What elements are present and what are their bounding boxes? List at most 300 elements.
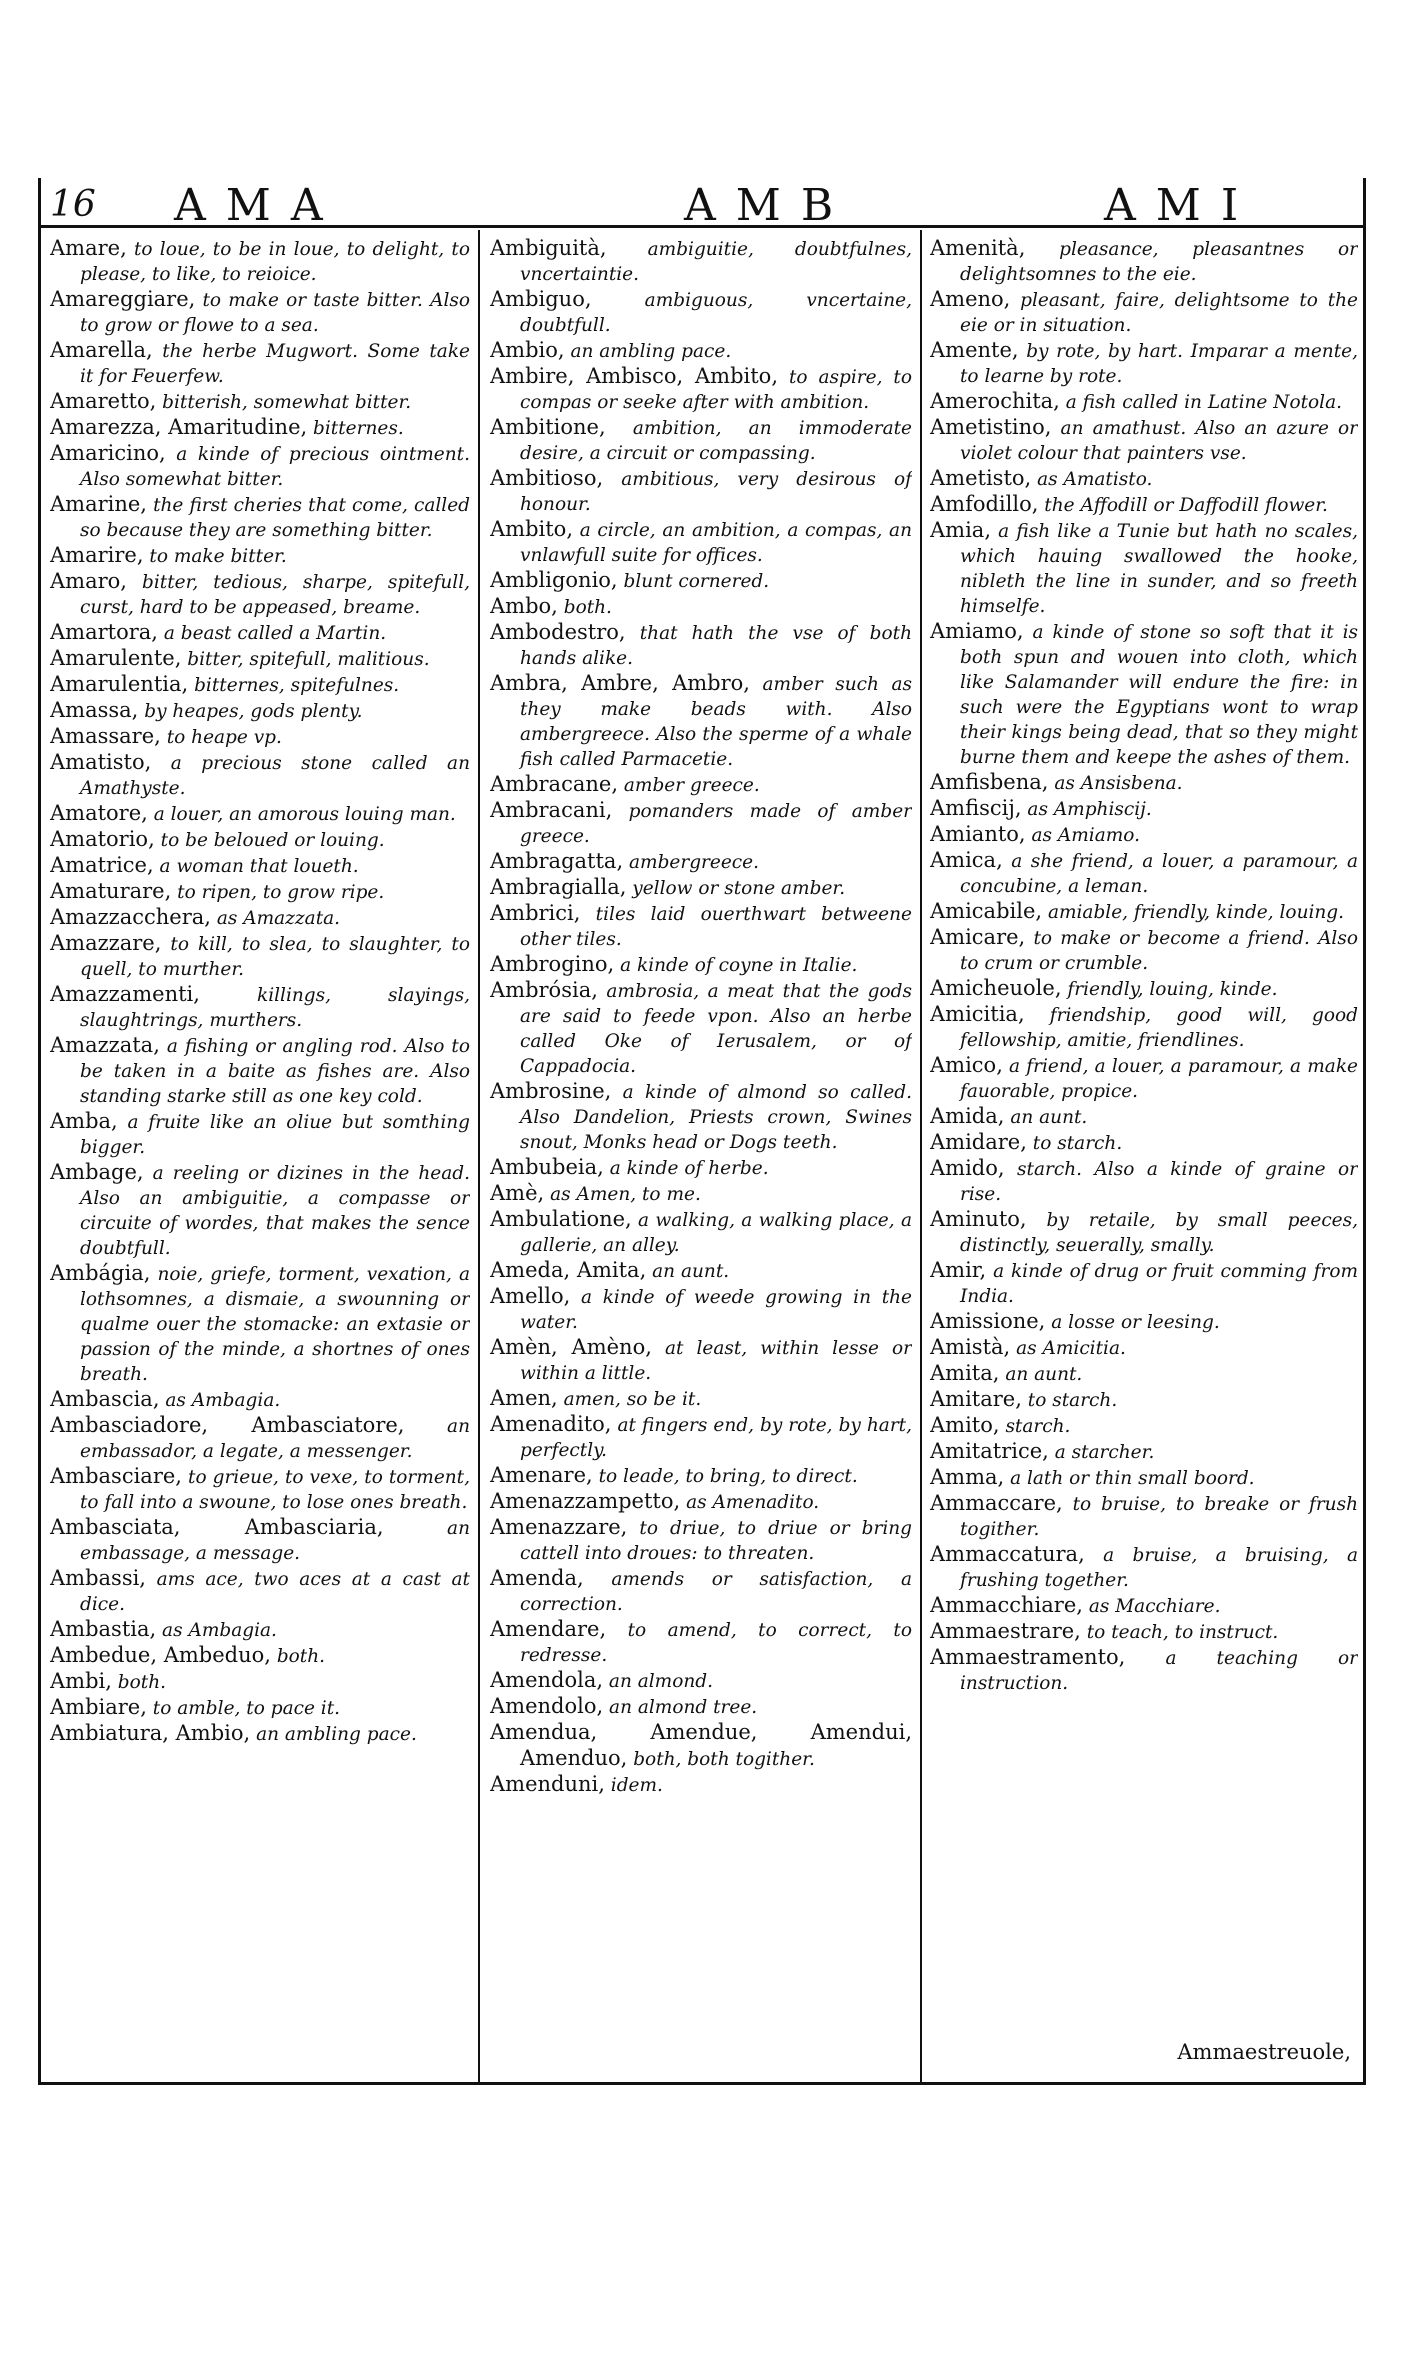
definition: ambergreece. bbox=[623, 852, 759, 873]
dictionary-entry bbox=[50, 1669, 470, 1695]
definition: to be beloued or louing. bbox=[154, 830, 385, 851]
definition: a beast called a Martin. bbox=[157, 623, 387, 644]
dictionary-entry bbox=[490, 1155, 912, 1181]
headword: Ambitione, bbox=[490, 415, 606, 439]
definition: to starch. bbox=[1021, 1390, 1118, 1411]
definition: that hath the vse of both hands alike. bbox=[520, 623, 912, 669]
dictionary-entry bbox=[50, 389, 470, 415]
definition: to make or become a friend. Also to crum or crumble. bbox=[960, 928, 1358, 974]
headword: Amfisbena, bbox=[930, 770, 1049, 794]
headword: Ambage, bbox=[50, 1160, 144, 1184]
dictionary-entry bbox=[490, 798, 912, 849]
definition: friendly, louing, kinde. bbox=[1061, 979, 1278, 1000]
headword: Amendare, bbox=[490, 1617, 607, 1641]
definition: the herbe Mugwort. Some take it for Feuerfew. bbox=[80, 341, 470, 387]
headword: Amendolo, bbox=[490, 1694, 604, 1718]
definition: friendship, good will, good fellowship, amitie, friendlines. bbox=[960, 1005, 1358, 1051]
dictionary-entry bbox=[490, 1566, 912, 1617]
headword: Amicare, bbox=[930, 925, 1026, 949]
definition: bitter, tedious, sharpe, spitefull, curst, hard to be appeased, breame. bbox=[80, 572, 470, 618]
dictionary-entry bbox=[930, 1258, 1358, 1309]
dictionary-entry bbox=[490, 1720, 912, 1772]
headword: Ambligonio, bbox=[490, 568, 618, 592]
headword: Amazzare, bbox=[50, 931, 162, 955]
dictionary-entry bbox=[490, 849, 912, 875]
definition: as Macchiare. bbox=[1082, 1596, 1221, 1617]
dictionary-entry bbox=[490, 901, 912, 952]
dictionary-entry bbox=[930, 287, 1358, 338]
headword: Ambiatura, Ambio, bbox=[50, 1721, 251, 1745]
page-number: 16 bbox=[50, 184, 96, 225]
column-divider bbox=[478, 230, 480, 2082]
definition: the Affodill or Daffodill flower. bbox=[1038, 495, 1328, 516]
definition: by rote, by hart. Imparar a mente, to learne by rote. bbox=[960, 341, 1358, 387]
dictionary-entry bbox=[50, 879, 470, 905]
headword: Amenità, bbox=[930, 236, 1026, 260]
headword: Amido, bbox=[930, 1156, 1005, 1180]
definition: bitternes, spitefulnes. bbox=[188, 675, 400, 696]
dictionary-entry bbox=[50, 338, 470, 389]
dictionary-entry bbox=[50, 569, 470, 620]
dictionary-entry bbox=[490, 1258, 912, 1284]
definition: by heapes, gods plenty. bbox=[138, 701, 363, 722]
headword: Ammaestramento, bbox=[930, 1645, 1126, 1669]
dictionary-entry bbox=[50, 1160, 470, 1261]
dictionary-entry bbox=[930, 1309, 1358, 1335]
headword: Amendua, Amendue, Amendui, Amenduo, bbox=[490, 1720, 912, 1770]
definition: a fruite like an oliue but somthing bigger. bbox=[80, 1112, 470, 1158]
dictionary-entry bbox=[50, 724, 470, 750]
definition: to loue, to be in loue, to delight, to please, to like, to reioice. bbox=[80, 239, 470, 285]
dictionary-entry bbox=[930, 415, 1358, 466]
catchword: Ammaestreuole, bbox=[1177, 2040, 1351, 2064]
headword: Ambastia, bbox=[50, 1617, 157, 1641]
dictionary-entry bbox=[930, 770, 1358, 796]
headword: Ambascia, bbox=[50, 1387, 160, 1411]
dictionary-entry bbox=[50, 441, 470, 492]
dictionary-entry bbox=[50, 646, 470, 672]
dictionary-entry bbox=[490, 1181, 912, 1207]
dictionary-column-1 bbox=[50, 236, 470, 2076]
dictionary-entry bbox=[490, 1772, 912, 1798]
dictionary-entry bbox=[50, 905, 470, 931]
dictionary-column-2 bbox=[490, 236, 912, 2076]
definition: as Ambagia. bbox=[159, 1390, 281, 1411]
headword: Ambracani, bbox=[490, 798, 613, 822]
definition: a kinde of almond so called. Also Dandelion, Priests crown, Swines snout, Monks head or Dogs teeth. bbox=[520, 1082, 912, 1153]
dictionary-entry bbox=[50, 620, 470, 646]
definition: a fishing or angling rod. Also to be taken in a baite as fishes are. Also standing starke still as one key cold. bbox=[80, 1036, 470, 1107]
dictionary-entry bbox=[930, 976, 1358, 1002]
headword: Amenadito, bbox=[490, 1412, 612, 1436]
dictionary-entry bbox=[490, 1207, 912, 1258]
headword: Amicabile, bbox=[930, 899, 1043, 923]
headword: Ammaccare, bbox=[930, 1491, 1063, 1515]
dictionary-entry bbox=[490, 287, 912, 338]
definition: ams ace, two aces at a cast at dice. bbox=[80, 1569, 470, 1615]
definition: ambiguitie, doubtfulnes, vncertaintie. bbox=[520, 239, 912, 285]
definition: at fingers end, by rote, by hart, perfectly. bbox=[520, 1415, 912, 1461]
headword: Amatore, bbox=[50, 801, 148, 825]
definition: a fish like a Tunie but hath no scales, which hauing swallowed the hooke, nibleth the line in sunder, and so freeth himselfe. bbox=[960, 521, 1358, 617]
definition: a she friend, a louer, a paramour, a concubine, a leman. bbox=[960, 851, 1358, 897]
definition: to driue, to driue or bring cattell into droues: to threaten. bbox=[520, 1518, 912, 1564]
definition: as Amiamo. bbox=[1025, 825, 1140, 846]
headword: Amia, bbox=[930, 518, 991, 542]
dictionary-entry bbox=[50, 287, 470, 338]
dictionary-entry bbox=[490, 594, 912, 620]
headword: Amarezza, Amaritudine, bbox=[50, 415, 308, 439]
headword: Amenazzare, bbox=[490, 1515, 628, 1539]
headword: Ambracane, bbox=[490, 772, 618, 796]
headword: Ammaestrare, bbox=[930, 1619, 1081, 1643]
definition: ambrosia, a meat that the gods are said to feede vpon. Also an herbe called Oke of Ierusalem, or of Cappadocia. bbox=[520, 981, 912, 1077]
headword: Ambrósia, bbox=[490, 978, 598, 1002]
dictionary-entry bbox=[930, 1387, 1358, 1413]
dictionary-entry bbox=[930, 619, 1358, 770]
headword: Amèn, Amèno, bbox=[490, 1335, 652, 1359]
headword: Ambragialla, bbox=[490, 875, 627, 899]
footer-rule bbox=[38, 2082, 1366, 2085]
dictionary-entry bbox=[930, 899, 1358, 925]
headword: Ambragatta, bbox=[490, 849, 624, 873]
definition: as Amenadito. bbox=[680, 1492, 820, 1513]
definition: a precious stone called an Amathyste. bbox=[80, 753, 470, 799]
headword: Amba, bbox=[50, 1109, 118, 1133]
dictionary-entry bbox=[50, 492, 470, 543]
headword: Ambrogino, bbox=[490, 952, 615, 976]
headword: Ametistino, bbox=[930, 415, 1052, 439]
dictionary-entry bbox=[490, 1335, 912, 1386]
headword: Amaricino, bbox=[50, 441, 166, 465]
definition: to make or taste bitter. Also to grow or flowe to a sea. bbox=[80, 290, 470, 336]
dictionary-entry bbox=[490, 1079, 912, 1155]
headword: Amassare, bbox=[50, 724, 161, 748]
dictionary-entry bbox=[50, 1413, 470, 1464]
headword: Amfodillo, bbox=[930, 492, 1039, 516]
definition: both. bbox=[270, 1646, 326, 1667]
dictionary-entry bbox=[490, 772, 912, 798]
dictionary-entry bbox=[930, 796, 1358, 822]
headword: Ambito, bbox=[490, 517, 573, 541]
dictionary-entry bbox=[930, 1593, 1358, 1619]
dictionary-entry bbox=[930, 1439, 1358, 1465]
dictionary-entry bbox=[50, 827, 470, 853]
definition: amber greece. bbox=[618, 775, 760, 796]
headword: Amarulentia, bbox=[50, 672, 189, 696]
dictionary-entry bbox=[930, 1619, 1358, 1645]
dictionary-entry bbox=[490, 364, 912, 415]
definition: killings, slayings, slaughtrings, murthers. bbox=[80, 985, 470, 1031]
headword: Amiamo, bbox=[930, 619, 1024, 643]
definition: a kinde of stone so soft that it is both spun and wouen into cloth, which like Salamander will endure the fire: in such were the Egyptians wont to wrap their kings being dead, that so they might burne them and keepe the ashes of them. bbox=[960, 622, 1358, 768]
dictionary-entry bbox=[490, 952, 912, 978]
dictionary-entry bbox=[490, 1412, 912, 1463]
definition: at least, within lesse or within a little. bbox=[520, 1338, 912, 1384]
headword: Ambágia, bbox=[50, 1261, 151, 1285]
dictionary-entry bbox=[490, 1617, 912, 1668]
headword: Amissione, bbox=[930, 1309, 1046, 1333]
definition: to amble, to pace it. bbox=[146, 1698, 341, 1719]
headword: Amito, bbox=[930, 1413, 1000, 1437]
definition: a walking, a walking place, a gallerie, an alley. bbox=[520, 1210, 912, 1256]
headword: Amicitia, bbox=[930, 1002, 1025, 1026]
definition: the first cheries that come, called so because they are something bitter. bbox=[80, 495, 470, 541]
dictionary-entry bbox=[930, 1542, 1358, 1593]
definition: tiles laid ouerthwart betweene other tiles. bbox=[520, 904, 912, 950]
headword: Ambasciare, bbox=[50, 1464, 182, 1488]
headword: Amatisto, bbox=[50, 750, 152, 774]
definition: to leade, to bring, to direct. bbox=[592, 1466, 858, 1487]
headword: Amenduni, bbox=[490, 1772, 605, 1796]
definition: both. bbox=[557, 597, 612, 618]
headword: Amendola, bbox=[490, 1668, 604, 1692]
headword: Aminuto, bbox=[930, 1207, 1027, 1231]
headword: Amazzata, bbox=[50, 1033, 160, 1057]
headword: Ameno, bbox=[930, 287, 1011, 311]
headword: Ambasciata, Ambasciaria, bbox=[50, 1515, 384, 1539]
headword: Ammacchiare, bbox=[930, 1593, 1083, 1617]
dictionary-entry bbox=[50, 1695, 470, 1721]
dictionary-entry bbox=[490, 1515, 912, 1566]
dictionary-column-3 bbox=[930, 236, 1358, 2076]
headword: Amarulente, bbox=[50, 646, 182, 670]
dictionary-entry bbox=[50, 750, 470, 801]
headword: Amaretto, bbox=[50, 389, 157, 413]
definition: starch. bbox=[999, 1416, 1071, 1437]
headword: Amen, bbox=[490, 1386, 558, 1410]
dictionary-entry bbox=[50, 698, 470, 724]
definition: a circle, an ambition, a compas, an vnlawfull suite for offices. bbox=[520, 520, 912, 566]
dictionary-entry bbox=[490, 236, 912, 287]
dictionary-entry bbox=[50, 1643, 470, 1669]
headword: Amidare, bbox=[930, 1130, 1027, 1154]
headword: Amazzamenti, bbox=[50, 982, 200, 1006]
definition: a kinde of drug or fruit comming from India. bbox=[960, 1261, 1358, 1307]
headword: Amitatrice, bbox=[930, 1439, 1049, 1463]
dictionary-entry bbox=[50, 1515, 470, 1566]
definition: an almond. bbox=[603, 1671, 714, 1692]
headword: Amareggiare, bbox=[50, 287, 196, 311]
definition: ambiguous, vncertaine, doubtfull. bbox=[520, 290, 912, 336]
definition: both, both togither. bbox=[627, 1749, 815, 1770]
headword: Amaro, bbox=[50, 569, 127, 593]
headword: Amenare, bbox=[490, 1463, 593, 1487]
definition: pleasant, faire, delightsome to the eie or in situation. bbox=[960, 290, 1358, 336]
definition: an amathust. Also an azure or violet colour that painters vse. bbox=[960, 418, 1358, 464]
headword: Amello, bbox=[490, 1284, 571, 1308]
definition: to heape vp. bbox=[160, 727, 282, 748]
dictionary-entry bbox=[930, 1207, 1358, 1258]
headword: Ambodestro, bbox=[490, 620, 626, 644]
dictionary-entry bbox=[930, 822, 1358, 848]
definition: to kill, to slea, to slaughter, to quell, to murther. bbox=[80, 934, 470, 980]
definition: by retaile, by small peeces, distinctly, seuerally, smally. bbox=[960, 1210, 1358, 1256]
headword: Amica, bbox=[930, 848, 1003, 872]
definition: starch. Also a kinde of graine or rise. bbox=[960, 1159, 1358, 1205]
dictionary-entry bbox=[50, 543, 470, 569]
dictionary-entry bbox=[50, 1464, 470, 1515]
dictionary-entry bbox=[930, 1645, 1358, 1696]
dictionary-entry bbox=[490, 875, 912, 901]
definition: noie, griefe, torment, vexation, a lothsomnes, a dismaie, a swounning or qualme ouer the stomacke: an extasie or passion of the minde, a shortnes of ones breath. bbox=[80, 1264, 470, 1385]
dictionary-entry bbox=[50, 1109, 470, 1160]
definition: to amend, to correct, to redresse. bbox=[520, 1620, 912, 1666]
headword: Amatorio, bbox=[50, 827, 155, 851]
definition: an aunt. bbox=[646, 1261, 730, 1282]
column-divider bbox=[920, 230, 922, 2082]
headword: Amistà, bbox=[930, 1335, 1011, 1359]
definition: bitterish, somewhat bitter. bbox=[156, 392, 412, 413]
definition: a friend, a louer, a paramour, a make fauorable, propice. bbox=[960, 1056, 1358, 1102]
dictionary-entry bbox=[490, 1284, 912, 1335]
dictionary-entry bbox=[930, 338, 1358, 389]
headword: Ambitioso, bbox=[490, 466, 604, 490]
definition: a fish called in Latine Notola. bbox=[1059, 392, 1342, 413]
headword: Ambio, bbox=[490, 338, 565, 362]
definition: a kinde of herbe. bbox=[603, 1158, 769, 1179]
definition: bitter, spitefull, malitious. bbox=[181, 649, 430, 670]
dictionary-entry bbox=[930, 1053, 1358, 1104]
definition: to make bitter. bbox=[143, 546, 287, 567]
headword: Ametisto, bbox=[930, 466, 1032, 490]
headword: Ambassi, bbox=[50, 1566, 146, 1590]
dictionary-entry bbox=[930, 1465, 1358, 1491]
dictionary-entry bbox=[490, 978, 912, 1079]
definition: amends or satisfaction, a correction. bbox=[520, 1569, 912, 1615]
dictionary-entry bbox=[930, 848, 1358, 899]
definition: to grieue, to vexe, to torment, to fall into a swoune, to lose ones breath. bbox=[80, 1467, 470, 1513]
definition: to starch. bbox=[1026, 1133, 1123, 1154]
dictionary-entry bbox=[50, 672, 470, 698]
headword: Amicheuole, bbox=[930, 976, 1062, 1000]
definition: a louer, an amorous louing man. bbox=[147, 804, 456, 825]
headword: Ambrici, bbox=[490, 901, 581, 925]
headword: Amarire, bbox=[50, 543, 144, 567]
definition: amber such as they make beads with. Also ambergreece. Also the sperme of a whale fish called Parmacetie. bbox=[520, 674, 912, 770]
headword: Ambedue, Ambeduo, bbox=[50, 1643, 271, 1667]
headword: Amente, bbox=[930, 338, 1019, 362]
headword: Ambiare, bbox=[50, 1695, 147, 1719]
definition: yellow or stone amber. bbox=[626, 878, 846, 899]
headword: Ameda, Amita, bbox=[490, 1258, 647, 1282]
definition: a woman that loueth. bbox=[153, 856, 359, 877]
headword: Amaturare, bbox=[50, 879, 172, 903]
headword: Amarine, bbox=[50, 492, 147, 516]
dictionary-entry bbox=[930, 1335, 1358, 1361]
dictionary-entry bbox=[490, 1463, 912, 1489]
headword: Ambubeia, bbox=[490, 1155, 604, 1179]
headword: Ambi, bbox=[50, 1669, 112, 1693]
dictionary-entry bbox=[930, 492, 1358, 518]
headword: Ambulatione, bbox=[490, 1207, 632, 1231]
headword: Amico, bbox=[930, 1053, 1003, 1077]
definition: ambitious, very desirous of honour. bbox=[520, 469, 912, 515]
headword: Amazzacchera, bbox=[50, 905, 211, 929]
headword: Amatrice, bbox=[50, 853, 154, 877]
definition: a kinde of precious ointment. Also somewhat bitter. bbox=[80, 444, 470, 490]
definition: as Ansisbena. bbox=[1048, 773, 1183, 794]
dictionary-entry bbox=[490, 415, 912, 466]
dictionary-entry bbox=[490, 1668, 912, 1694]
dictionary-entry bbox=[50, 982, 470, 1033]
dictionary-entry bbox=[490, 517, 912, 568]
definition: to teach, to instruct. bbox=[1080, 1622, 1279, 1643]
headword: Amma, bbox=[930, 1465, 1005, 1489]
dictionary-entry bbox=[490, 620, 912, 671]
dictionary-entry bbox=[930, 1104, 1358, 1130]
definition: ambition, an immoderate desire, a circuit or compassing. bbox=[520, 418, 912, 464]
dictionary-entry bbox=[490, 671, 912, 772]
dictionary-entry bbox=[50, 931, 470, 982]
headword: Amita, bbox=[930, 1361, 1000, 1385]
dictionary-entry bbox=[930, 1156, 1358, 1207]
headword: Amianto, bbox=[930, 822, 1026, 846]
headword: Amè, bbox=[490, 1181, 545, 1205]
dictionary-entry bbox=[930, 236, 1358, 287]
definition: blunt cornered. bbox=[617, 571, 770, 592]
dictionary-entry bbox=[50, 801, 470, 827]
definition: as Amen, to me. bbox=[544, 1184, 701, 1205]
dictionary-entry bbox=[930, 1413, 1358, 1439]
definition: as Ambagia. bbox=[156, 1620, 277, 1641]
definition: an ambling pace. bbox=[564, 341, 732, 362]
dictionary-entry bbox=[930, 518, 1358, 619]
dictionary-entry bbox=[930, 1361, 1358, 1387]
headword: Amartora, bbox=[50, 620, 158, 644]
definition: an embassador, a legate, a messenger. bbox=[80, 1416, 470, 1462]
headword: Amida, bbox=[930, 1104, 1005, 1128]
definition: an aunt. bbox=[999, 1364, 1083, 1385]
headword: Amenazzampetto, bbox=[490, 1489, 681, 1513]
definition: as Amicitia. bbox=[1010, 1338, 1126, 1359]
dictionary-entry bbox=[490, 338, 912, 364]
headword: Ambra, Ambre, Ambro, bbox=[490, 671, 750, 695]
headword: Amir, bbox=[930, 1258, 987, 1282]
headword: Amfiscij, bbox=[930, 796, 1022, 820]
dictionary-entry bbox=[50, 1721, 470, 1747]
definition: a teaching or instruction. bbox=[960, 1648, 1358, 1694]
dictionary-entry bbox=[930, 466, 1358, 492]
definition: as Amatisto. bbox=[1031, 469, 1153, 490]
definition: pomanders made of amber greece. bbox=[520, 801, 912, 847]
dictionary-entry bbox=[930, 925, 1358, 976]
dictionary-entry bbox=[50, 1617, 470, 1643]
definition: both. bbox=[111, 1672, 167, 1693]
dictionary-entry bbox=[50, 1566, 470, 1617]
dictionary-entry bbox=[490, 568, 912, 594]
headword: Ambasciadore, Ambasciatore, bbox=[50, 1413, 405, 1437]
definition: to bruise, to breake or frush togither. bbox=[960, 1494, 1358, 1540]
definition: an almond tree. bbox=[603, 1697, 758, 1718]
dictionary-entry bbox=[930, 389, 1358, 415]
definition: a bruise, a bruising, a frushing together. bbox=[960, 1545, 1358, 1591]
headword: Amenda, bbox=[490, 1566, 584, 1590]
definition: a starcher. bbox=[1048, 1442, 1155, 1463]
definition: an ambling pace. bbox=[250, 1724, 417, 1745]
definition: a kinde of weede growing in the water. bbox=[520, 1287, 912, 1333]
dictionary-entry bbox=[490, 1386, 912, 1412]
definition: bitternes. bbox=[307, 418, 404, 439]
guide-word-left: AMA bbox=[174, 180, 343, 231]
headword: Ambiguo, bbox=[490, 287, 592, 311]
dictionary-entry bbox=[490, 1489, 912, 1515]
definition: amiable, friendly, kinde, louing. bbox=[1042, 902, 1345, 923]
headword: Amassa, bbox=[50, 698, 139, 722]
headword: Amare, bbox=[50, 236, 127, 260]
dictionary-entry bbox=[490, 1694, 912, 1720]
running-header bbox=[44, 178, 1360, 231]
